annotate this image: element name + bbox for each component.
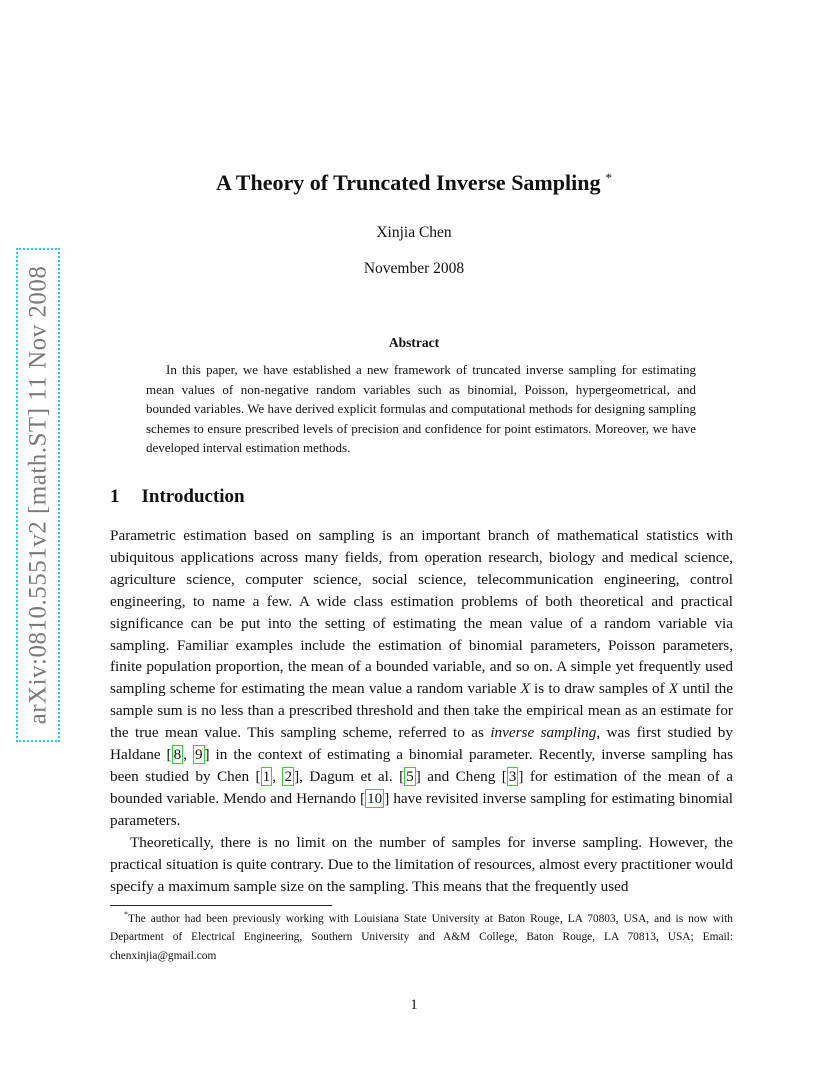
- abstract-heading: Abstract: [388, 335, 440, 350]
- text-run: until the sample sum is no less than a prescribed threshold and then take the empirical mean as an estimate for the true mean value. This sampling scheme, referred to as: [110, 680, 733, 742]
- paper-title-text: A Theory of Truncated Inverse Sampling: [216, 170, 601, 195]
- text-run: Parametric estimation based on sampling is an important branch of mathematical statistics with ubiquitous applications across many fields, from operation research, biology and medical science, agriculture science, computer science, social science, telecommunication engineering, control engineering, to name a few. A wide class estimation problems of both theoretical and practical significance can be put into the setting of estimating the mean value of a random variable via sampling. Familiar examples include the estimation of binomial parameters, Poisson parameters, finite population proportion, the mean of a bounded variable, and so on. A simple yet frequently used sampling scheme for estimating the mean value a random variable: [110, 527, 733, 698]
- section-title: Introduction: [141, 486, 245, 507]
- title-footnote-mark[interactable]: *: [605, 170, 612, 185]
- introduction-paragraph-2: Theoretically, there is no limit on the number of samples for inverse sampling. However, the practical situation is quite contrary. Due to the limitation of resources, almost every practitioner would specify a maximum sample size on the sampling. This means that the frequently used: [110, 833, 733, 895]
- citation-link-5[interactable]: 5: [406, 767, 414, 785]
- footnote-text: The author had been previously working with Louisiana State University at Baton Rouge, LA 70803, USA, and is now with Department of Electrical Engineering, Southern University and A&M College, Baton Rouge, LA 70813, USA; Email: chenxinjia@gmail.com: [110, 912, 733, 962]
- citation-link-1[interactable]: 1: [262, 767, 271, 785]
- text-run: ] for estimation of the mean of a bounded variable. Mendo and Hernando [: [110, 767, 734, 807]
- arxiv-identifier-text: arXiv:0810.5551v2 [math.ST] 11 Nov 2008: [24, 265, 51, 725]
- math-variable-x: X: [520, 680, 530, 698]
- paper-title: [0, 170, 828, 196]
- citation-link-10[interactable]: 10: [367, 789, 383, 807]
- text-run: ] and Cheng [: [415, 767, 507, 785]
- introduction-paragraph-1: [110, 525, 733, 832]
- math-variable-x: X: [668, 680, 679, 698]
- publication-date: November 2008: [363, 260, 465, 277]
- citation-link-3[interactable]: 3: [508, 767, 517, 785]
- section-number: 1: [110, 486, 120, 507]
- footnote-mark: *: [124, 910, 128, 919]
- citation-link-9[interactable]: 9: [194, 746, 203, 764]
- abstract-body: In this paper, we have established a new framework of truncated inverse sampling for estimating mean values of non-negative random variables such as binomial, Poisson, hypergeometrical, and bounded variables. We have derived explicit formulas and computational methods for designing sampling schemes to ensure prescribed levels of precision and confidence for point estimators. Moreover, we have developed interval estimation methods.: [146, 362, 696, 456]
- arxiv-identifier-stamp: [16, 248, 60, 742]
- text-run: ,: [272, 767, 283, 785]
- citation-link-2[interactable]: 2: [284, 767, 293, 785]
- author-name: Xinjia Chen: [376, 224, 452, 241]
- text-run: ,: [183, 746, 193, 764]
- section-heading-introduction: [110, 486, 245, 508]
- text-run: ] in the context of estimating a binomial parameter. Recently, inverse sampling has been studied by Chen [: [110, 746, 733, 785]
- text-run: ], Dagum et al. [: [294, 767, 405, 785]
- introduction-body: [110, 525, 733, 897]
- page-number: 1: [410, 997, 418, 1013]
- citation-link-8[interactable]: 8: [173, 746, 182, 764]
- text-run: , was first studied by Haldane [: [110, 724, 733, 764]
- emphasized-term: inverse sampling: [490, 724, 597, 742]
- text-run: ] have revisited inverse sampling for estimating binomial parameters.: [110, 789, 733, 829]
- footnote: [110, 906, 733, 965]
- text-run: is to draw samples of: [529, 680, 669, 698]
